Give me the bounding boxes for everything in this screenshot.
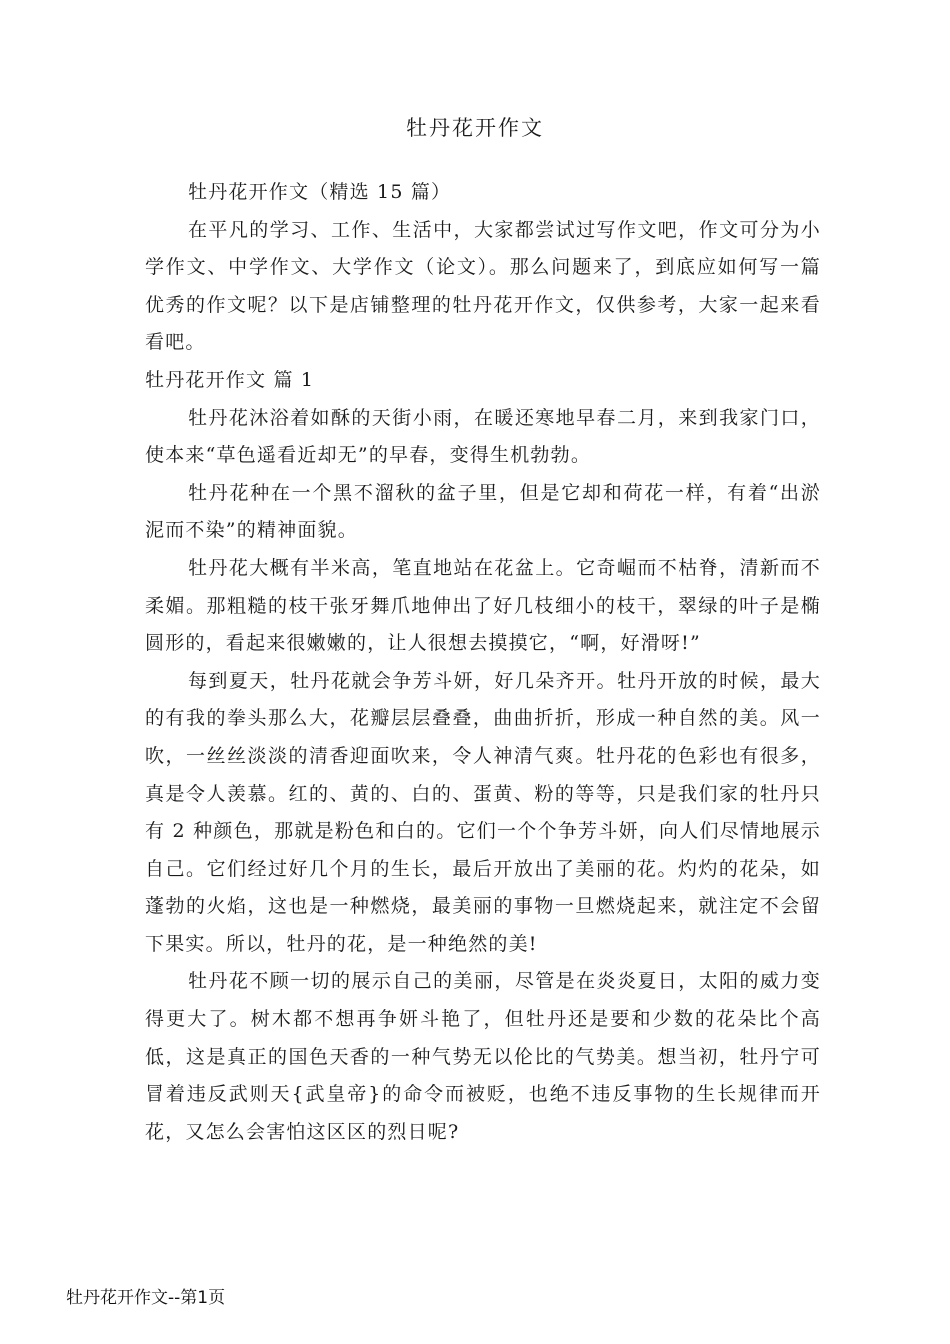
body-paragraph: 牡丹花大概有半米高，笔直地站在花盆上。它奇崛而不枯脊，清新而不柔媚。那粗糙的枝干张牙舞爪地伸出了好几枝细小的枝干，翠绿的叶子是椭圆形的，看起来很嫩嫩的，让人很想去摸摸它，“啊，好滑呀!” bbox=[145, 556, 821, 655]
page-footer: 牡丹花开作文--第1页 bbox=[66, 1288, 226, 1308]
body-paragraph: 每到夏天，牡丹花就会争芳斗妍，好几朵齐开。牡丹开放的时候，最大的有我的拳头那么大，花瓣层层叠叠，曲曲折折，形成一种自然的美。风一吹，一丝丝淡淡的清香迎面吹来，令人神清气爽。牡丹花的色彩也有很多，真是令人羡慕。红的、黄的、白的、蛋黄、粉的等等，只是我们家的牡丹只有 2 种颜色，那就是粉色和白的。它们一个个争芳斗妍，向人们尽情地展示自己。它们经过好几个月的生长，最后开放出了美丽的花。灼灼的花朵，如蓬勃的火焰，这也是一种燃烧，最美丽的事物一旦燃烧起来，就注定不会留下果实。所以，牡丹的花，是一种绝然的美! bbox=[145, 669, 821, 955]
body-paragraph: 牡丹花种在一个黑不溜秋的盆子里，但是它却和荷花一样，有着“出淤泥而不染”的精神面貌。 bbox=[145, 481, 821, 542]
section-heading: 牡丹花开作文 篇 1 bbox=[145, 368, 315, 391]
document-subtitle: 牡丹花开作文（精选 15 篇） bbox=[188, 181, 452, 203]
document-title: 牡丹花开作文 bbox=[406, 116, 544, 140]
body-paragraph: 牡丹花沐浴着如酥的天街小雨，在暖还寒地早春二月，来到我家门口，使本来“草色遥看近却无”的早春，变得生机勃勃。 bbox=[145, 406, 821, 467]
document-body bbox=[145, 174, 821, 1151]
intro-paragraph: 在平凡的学习、工作、生活中，大家都尝试过写作文吧，作文可分为小学作文、中学作文、大学作文（论文）。那么问题来了，到底应如何写一篇优秀的作文呢？以下是店铺整理的牡丹花开作文，仅供参考，大家一起来看看吧。 bbox=[145, 218, 821, 354]
body-paragraph: 牡丹花不顾一切的展示自己的美丽，尽管是在炎炎夏日，太阳的威力变得更大了。树木都不想再争妍斗艳了，但牡丹还是要和少数的花朵比个高低，这是真正的国色天香的一种气势无以伦比的气势美。想当初，牡丹宁可冒着违反武则天{武皇帝}的命令而被贬，也绝不违反事物的生长规律而开花，又怎么会害怕这区区的烈日呢? bbox=[145, 970, 821, 1143]
